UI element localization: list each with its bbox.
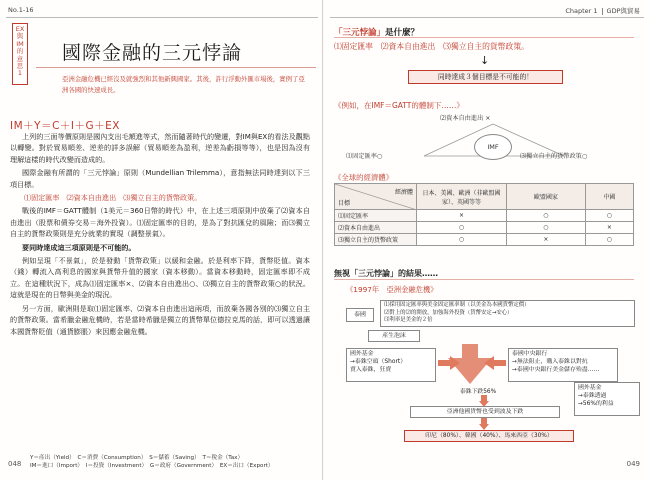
heading-rule (334, 37, 634, 38)
three-goals: ⑴固定匯率 ⑵資本自由進出 ⑶獨立自主的貨幣政策。 (334, 42, 529, 51)
corner-bottom-label: 目標 (338, 200, 351, 207)
central-bank-point: →泰國中央銀行美金儲存殆盡…… (512, 367, 600, 373)
table-row (335, 222, 634, 234)
right-arrow-icon (438, 356, 460, 370)
corner-top-label: 經濟體 (394, 189, 413, 196)
chapter-label: Chapter 1 (565, 7, 598, 15)
tag-char: 1 (17, 69, 23, 78)
foreign-fund-box (574, 382, 640, 416)
header-separator (602, 8, 603, 15)
central-bank-box (508, 348, 618, 382)
table-cell: × (507, 234, 586, 246)
header-rule (6, 17, 318, 18)
fund-title: 國外基金 (578, 385, 602, 391)
triangle-left-label: ⑴固定匯率○ (346, 153, 383, 160)
policy-item: ⑴採用固定匯率與美金固定匯率制（以美金為本國貨幣定價） (384, 302, 530, 308)
down-arrow-icon (479, 418, 489, 430)
abbreviation-line: Y＝產出（Yield） C＝消費（Consumption） S＝儲蓄（Saving） T＝稅金（Tax） (30, 455, 244, 461)
section-number: No.1-16 (8, 6, 34, 14)
thailand-box: 泰國 (346, 308, 374, 322)
speculator-box (346, 348, 436, 382)
table-cell: × (417, 210, 507, 222)
paragraph: 國際金融有所謂的「三元悖論」原則（Mundellian Trilemma），意指無法同時達到以下三項目標。 (10, 168, 310, 189)
paragraph: 另一方面，歐洲則是取⑴固定匯率、⑵資本自由進出這兩項，而放棄各國各別的⑶獨立自主的貨幣政策。當希臘金融危機時，若是當時希臘是獨立的貨幣單位德拉克馬的話，即可以透過讓本國貨幣貶值（通貨膨脹）來因應金融危機。 (10, 303, 310, 336)
abbreviation-line: IM＝進口（Import） I＝投資（Investment） G＝政府（Government） EX＝出口（Export） (30, 463, 274, 469)
page-number: 049 (626, 460, 640, 468)
triangle-right-label: ⑶獨立自主的貨幣政策○ (520, 153, 588, 160)
header-rule (330, 17, 644, 18)
policy-item: ⑵對上的⑵的開放，加強海外投資（貨幣安定→安心） (384, 309, 513, 316)
table-cell: ○ (585, 210, 633, 222)
global-economies-heading: 《全球的經濟體》 (334, 173, 394, 182)
page-title: 國際金融的三元悖論 (62, 42, 243, 64)
tag-char: 的 (16, 47, 24, 56)
chapter-header (565, 6, 640, 15)
policy-item: ⑶利率是美金的２倍 (384, 317, 433, 323)
bubble-box: 產生泡沫 (368, 330, 420, 342)
row-label: ⑶獨立自主的貨幣政策 (335, 234, 417, 246)
central-bank-point: →無法阻止，購入泰銖以對抗 (512, 359, 588, 365)
tag-char: 意 (16, 54, 24, 63)
speculator-point: →泰銖空頭（Short） (350, 359, 407, 365)
economies-table (334, 183, 634, 246)
title-underline (36, 67, 316, 68)
table-cell: × (585, 222, 633, 234)
gdp-formula: IM＋Y＝C＋I＋G＋EX (10, 120, 120, 132)
summary-text: 亞洲金融危機已經沒及就強烈和其他新興國家。其後，許行浮動外匯市場後，實例了亞洲各國的快速成長。 (62, 75, 305, 94)
right-page (324, 0, 650, 480)
column-header: 歐盟國家 (507, 184, 586, 210)
table-cell: ○ (507, 210, 586, 222)
imf-example-heading: 《例如，在IMF＝GATT的體制下……》 (334, 101, 464, 110)
left-page (0, 0, 323, 480)
contagion-box: 亞洲他國貨幣也受到波及下跌 (410, 406, 560, 418)
table-row (335, 234, 634, 246)
column-header: 日本、美國、歐洲（非歐盟國家）、英國等等 (417, 184, 507, 210)
baht-drop-label: 泰銖下跌56% (460, 389, 497, 395)
tag-char: 與 (16, 32, 24, 41)
three-goals-list: ⑴固定匯率 ⑵資本自由進出 ⑶獨立自主的貨幣政策。 (24, 193, 202, 203)
paragraph: 戰後的IMF＝GATT體制（1美元＝360日幣的時代）中，在上述三項原則中放棄了⑵資本自由進出（股票和債券交易＝海外投資）。⑴固定匯率的目的，是為了對抗匯兌的風險；而⑶獨立自主的貨幣政策則是充分就業的實現（調整景氣）。 (10, 206, 310, 239)
left-arrow-icon (484, 356, 506, 370)
key-statement: 要同時達成這三項原則是不可能的。 (22, 242, 136, 252)
triangle-top-label: ⑵資本自由進出 × (440, 115, 491, 122)
fund-point: →泰銖透過 (578, 393, 607, 399)
central-bank-title: 泰國中央銀行 (512, 351, 548, 357)
paragraph: 上列的三面等價原則是國內支出毛額進等式，然而隨著時代的變遷，對IM與EX的看法及觀點以轉變。對於貿易順差、逆差的詳多誤解（貿易順差為盈利，逆差為虧損等等），也是因為沒有理解這樣的時代改變而造成的。 (10, 132, 310, 164)
down-arrow-icon: ↓ (480, 54, 490, 67)
speculator-title: 國外基金 (350, 351, 374, 357)
paragraph: 例如呈現「不景氣」，於是發動「貨幣政策」以緩和金融。於是利率下降，貨幣貶值。資本（錢）轉流入高利息的國家與貨幣升值的國家（資本移動）。當資本移動時，固定匯率即不成立。在這種狀況下，成為⑴固定匯率×、⑵資本自由進出○、⑶獨立自主的貨幣政策○的狀況。這就是現在的日幣與美金的現況。 (10, 256, 310, 300)
tag-char: 思 (16, 62, 24, 71)
table-cell: ○ (585, 234, 633, 246)
table-row (335, 210, 634, 222)
heading-prefix: 「三元悖論」 (334, 28, 386, 38)
heading-suffix: 是什麼？ (385, 28, 420, 38)
table-cell: ○ (507, 222, 586, 234)
heading-rule (334, 279, 634, 280)
fund-point: →56%的利益 (578, 401, 614, 407)
body-text (10, 131, 310, 339)
row-label: ⑵資本自由進出 (335, 222, 417, 234)
table-cell: ○ (417, 222, 507, 234)
countries-box: 印尼（80%）、韓國（40%）、馬來西亞（30%） (404, 430, 574, 442)
abbreviation-legend (30, 454, 316, 470)
table-header-row (335, 184, 634, 210)
tag-char: EX (15, 25, 25, 33)
row-label: ⑴固定匯率 (335, 210, 417, 222)
tag-char: IM (16, 39, 24, 48)
crisis-heading: 《1997年 亞洲金融危機》 (346, 285, 438, 294)
speculator-point: 賣入泰銖，狂賣 (350, 367, 392, 373)
page-number: 048 (8, 460, 22, 468)
vertical-topic-tag (12, 23, 28, 85)
table-cell: ○ (417, 234, 507, 246)
impossible-box: 同時達成３個目標是不可能的！ (408, 70, 563, 84)
chapter-title: GDP與貿易 (606, 7, 640, 15)
result-heading: 無視「三元悖論」的結果…… (334, 269, 438, 278)
thailand-policies (380, 300, 635, 327)
corner-cell (335, 184, 417, 210)
imf-circle: IMF (474, 134, 512, 160)
column-header: 中國 (585, 184, 633, 210)
